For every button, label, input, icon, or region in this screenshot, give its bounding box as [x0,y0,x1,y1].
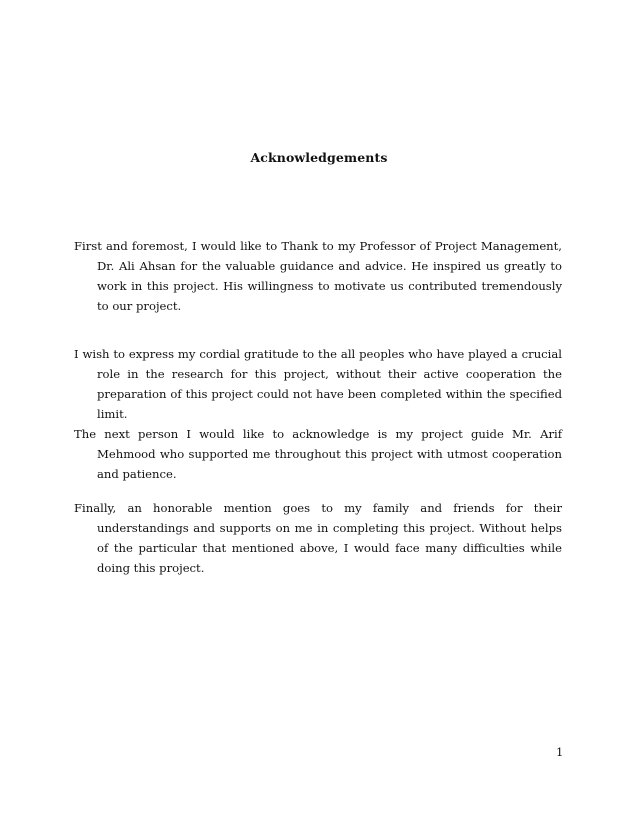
paragraph-2: I wish to express my cordial gratitude to the all peoples who have played a crucial role in the research for this project, without their active cooperation the preparation of this project could not have been completed within the specified limit. [74,347,562,421]
paragraph-3: The next person I would like to acknowledge is my project guide Mr. Arif Mehmood who supported me throughout this project with utmost cooperation and patience. [74,427,562,481]
page-title: Acknowledgements [250,150,388,165]
page-number: 1 [556,745,564,759]
paragraph-1: First and foremost, I would like to Thank to my Professor of Project Management, Dr. Ali Ahsan for the valuable guidance and advice. He inspired us greatly to work in this project. His willingness to motivate us contributed tremendously to our project. [74,239,562,313]
paragraph-4: Finally, an honorable mention goes to my family and friends for their understandings and supports on me in completing this project. Without helps of the particular that mentioned above, I would face many difficulties while doing this project. [74,501,562,575]
